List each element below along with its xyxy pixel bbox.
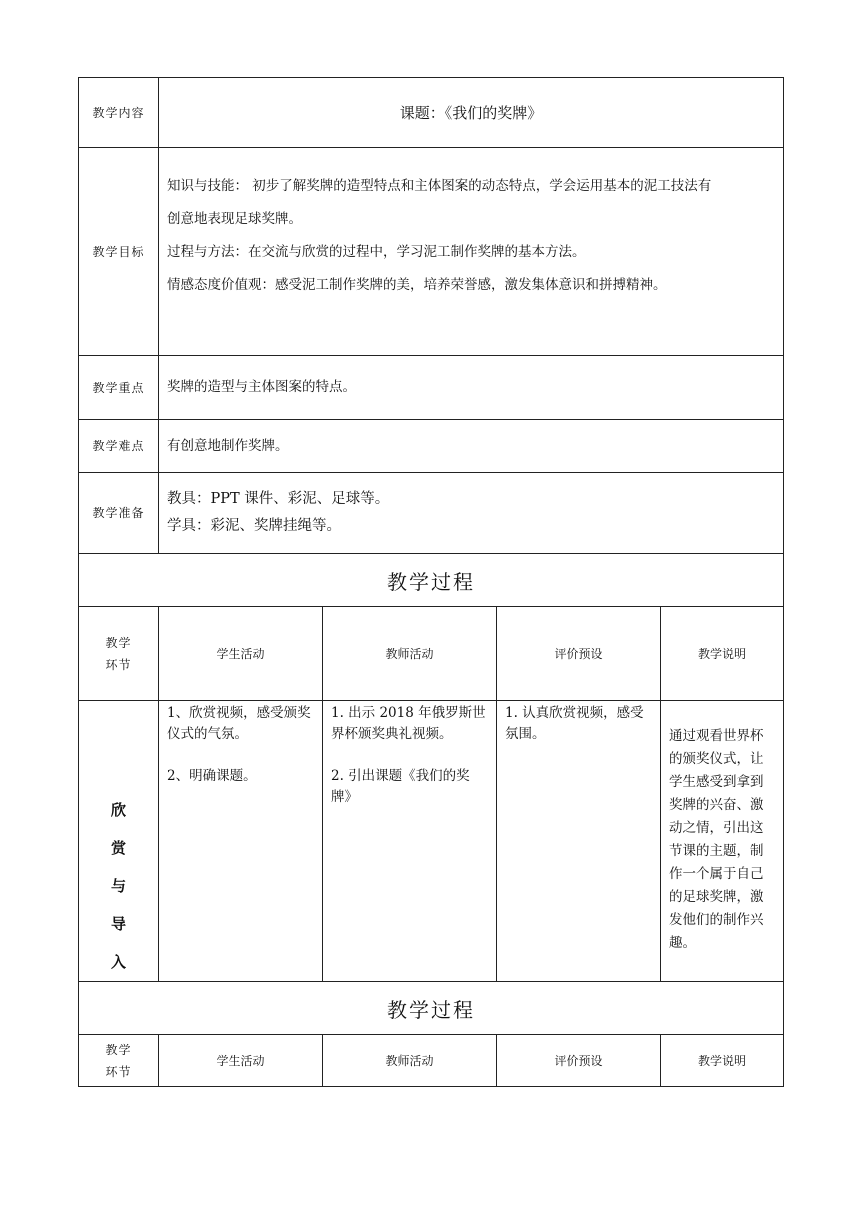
- preparation-row: [79, 473, 784, 554]
- objective-line: 情感态度价值观：感受泥工制作奖牌的美，培养荣誉感，激发集体意识和拼搏精神。: [167, 277, 667, 293]
- stage1-row: [79, 701, 784, 982]
- difficulty-row: [79, 420, 784, 473]
- stage-header-repeat: [79, 1035, 159, 1087]
- stage-header-line2: 环节: [105, 657, 132, 672]
- difficulty-label: 教学难点: [79, 420, 159, 473]
- student-activity-header: 学生活动: [159, 607, 323, 701]
- evaluation-header: 评价预设: [497, 607, 661, 701]
- process-title: 教学过程: [79, 554, 784, 607]
- stage-char: 欣: [110, 801, 126, 819]
- notes-cell: 通过观看世界杯的颁奖仪式，让学生感受到拿到奖牌的兴奋、激动之情，引出这节课的主题，制作一个属于自己的足球奖牌，激发他们的制作兴趣。: [661, 701, 784, 982]
- stage-header-line1: 教学: [105, 1042, 132, 1057]
- objective-line: 过程与方法：在交流与欣赏的过程中，学习泥工制作奖牌的基本方法。: [167, 244, 586, 260]
- stage1-name: [79, 701, 159, 982]
- stage-char: 赏: [110, 839, 126, 857]
- stage-char: 导: [110, 915, 126, 933]
- stage-header-line2: 环节: [105, 1064, 132, 1079]
- teacher-activity-cell: [323, 701, 497, 982]
- preparation-line: 学具：彩泥、奖牌挂绳等。: [167, 518, 341, 534]
- objectives-label: 教学目标: [79, 148, 159, 356]
- process-title-repeat: 教学过程: [79, 982, 784, 1035]
- keypoints-text: 奖牌的造型与主体图案的特点。: [159, 356, 784, 420]
- teacher-activity-header: 教师活动: [323, 607, 497, 701]
- objectives-row: [79, 148, 784, 356]
- student-activity-item: 2、明确课题。: [167, 768, 257, 784]
- preparation-line: 教具：PPT 课件、彩泥、足球等。: [167, 491, 390, 507]
- keypoints-row: [79, 356, 784, 420]
- student-activity-item: 1、欣赏视频，感受颁奖仪式的气氛。: [167, 705, 311, 742]
- process-title-row-2: [79, 982, 784, 1035]
- teacher-activity-header-repeat: 教师活动: [323, 1035, 497, 1087]
- student-activity-header-repeat: 学生活动: [159, 1035, 323, 1087]
- teacher-activity-item: 1. 出示 2018 年俄罗斯世界杯颁奖典礼视频。: [331, 705, 486, 742]
- preparation-text: [159, 473, 784, 554]
- stage-char: 入: [110, 953, 126, 971]
- lesson-topic: 课题：《我们的奖牌》: [159, 78, 784, 148]
- keypoints-label: 教学重点: [79, 356, 159, 420]
- evaluation-item: 1. 认真欣赏视频，感受氛围。: [505, 705, 644, 742]
- stage-char: 与: [110, 877, 126, 895]
- stage-header-line1: 教学: [105, 635, 132, 650]
- stage-header: [79, 607, 159, 701]
- lesson-plan-table: [78, 77, 784, 1087]
- process-header-row-2: [79, 1035, 784, 1087]
- evaluation-header-repeat: 评价预设: [497, 1035, 661, 1087]
- content-label: 教学内容: [79, 78, 159, 148]
- difficulty-text: 有创意地制作奖牌。: [159, 420, 784, 473]
- objectives-text: [159, 148, 784, 356]
- process-title-row: [79, 554, 784, 607]
- preparation-label: 教学准备: [79, 473, 159, 554]
- content-row: [79, 78, 784, 148]
- notes-header-repeat: 教学说明: [661, 1035, 784, 1087]
- student-activity-cell: [159, 701, 323, 982]
- evaluation-cell: [497, 701, 661, 982]
- objective-line: 创意地表现足球奖牌。: [167, 211, 302, 227]
- notes-header: 教学说明: [661, 607, 784, 701]
- process-header-row: [79, 607, 784, 701]
- objective-line: 知识与技能： 初步了解奖牌的造型特点和主体图案的动态特点，学会运用基本的泥工技法有: [167, 178, 712, 194]
- teacher-activity-item: 2. 引出课题《我们的奖牌》: [331, 768, 470, 805]
